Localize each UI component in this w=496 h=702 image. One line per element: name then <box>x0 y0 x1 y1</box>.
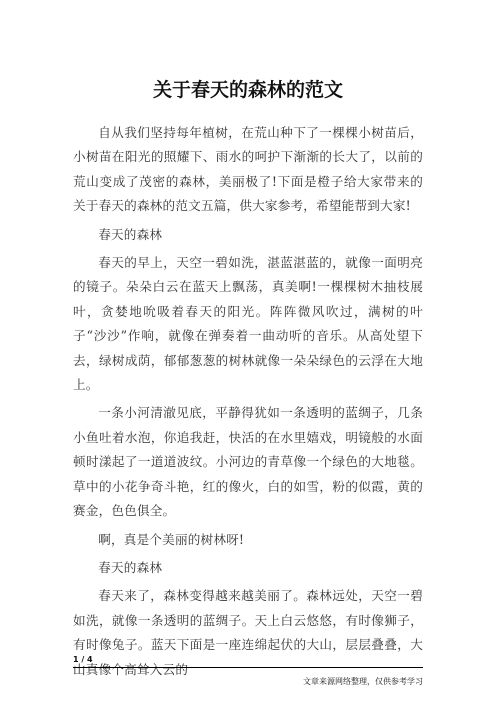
page-number: 1 / 4 <box>73 655 93 664</box>
footer-note: 文章来源网络整理，仅供参考学习 <box>303 677 423 686</box>
body-paragraph: 一条小河清澈见底，平静得犹如一条透明的蓝绸子，几条小鱼吐着水泡，你追我赶，快活的在水里嬉戏，明镜般的水面顿时漾起了一道道波纹。小河边的青草像一个绿色的大地毯。草中的小花争奇斗艳，红的像火，白的如雪，粉的似霞，黄的赛金，色色俱全。 <box>73 405 423 519</box>
body-paragraph: 春天的早上，天空一碧如洗，湛蓝湛蓝的，就像一面明亮的镜子。朵朵白云在蓝天上飘荡，真美啊!一棵棵树木抽枝展叶，贪婪地吮吸着春天的阳光。阵阵微风吹过，满树的叶子“沙沙”作响，就像在弹奏着一曲动听的音乐。从高处望下去，绿树成荫，郁郁葱葱的树林就像一朵朵绿色的云浮在大地上。 <box>73 255 423 393</box>
footer-divider <box>73 667 423 668</box>
section-heading: 春天的森林 <box>98 226 163 242</box>
document-body <box>73 121 423 682</box>
body-paragraph: 春天来了，森林变得越来越美丽了。森林远处，天空一碧如洗，就像一条透明的蓝绸子。天上白云悠悠，有时像狮子，有时像兔子。蓝天下面是一座连绵起伏的大山，层层叠叠，大山真像个高耸入云的 <box>73 588 423 677</box>
body-paragraph: 啊，真是个美丽的树林呀! <box>98 531 245 547</box>
document-title: 关于春天的森林的范文 <box>152 79 343 101</box>
intro-paragraph: 自从我们坚持每年植树，在荒山种下了一棵棵小树苗后，小树苗在阳光的照耀下、雨水的呵护下渐渐的长大了，以前的荒山变成了茂密的森林，美丽极了!下面是橙子给大家带来的关于春天的森林的范文五篇，供大家参考，希望能帮到大家! <box>73 125 423 214</box>
section-heading: 春天的森林 <box>98 559 163 575</box>
